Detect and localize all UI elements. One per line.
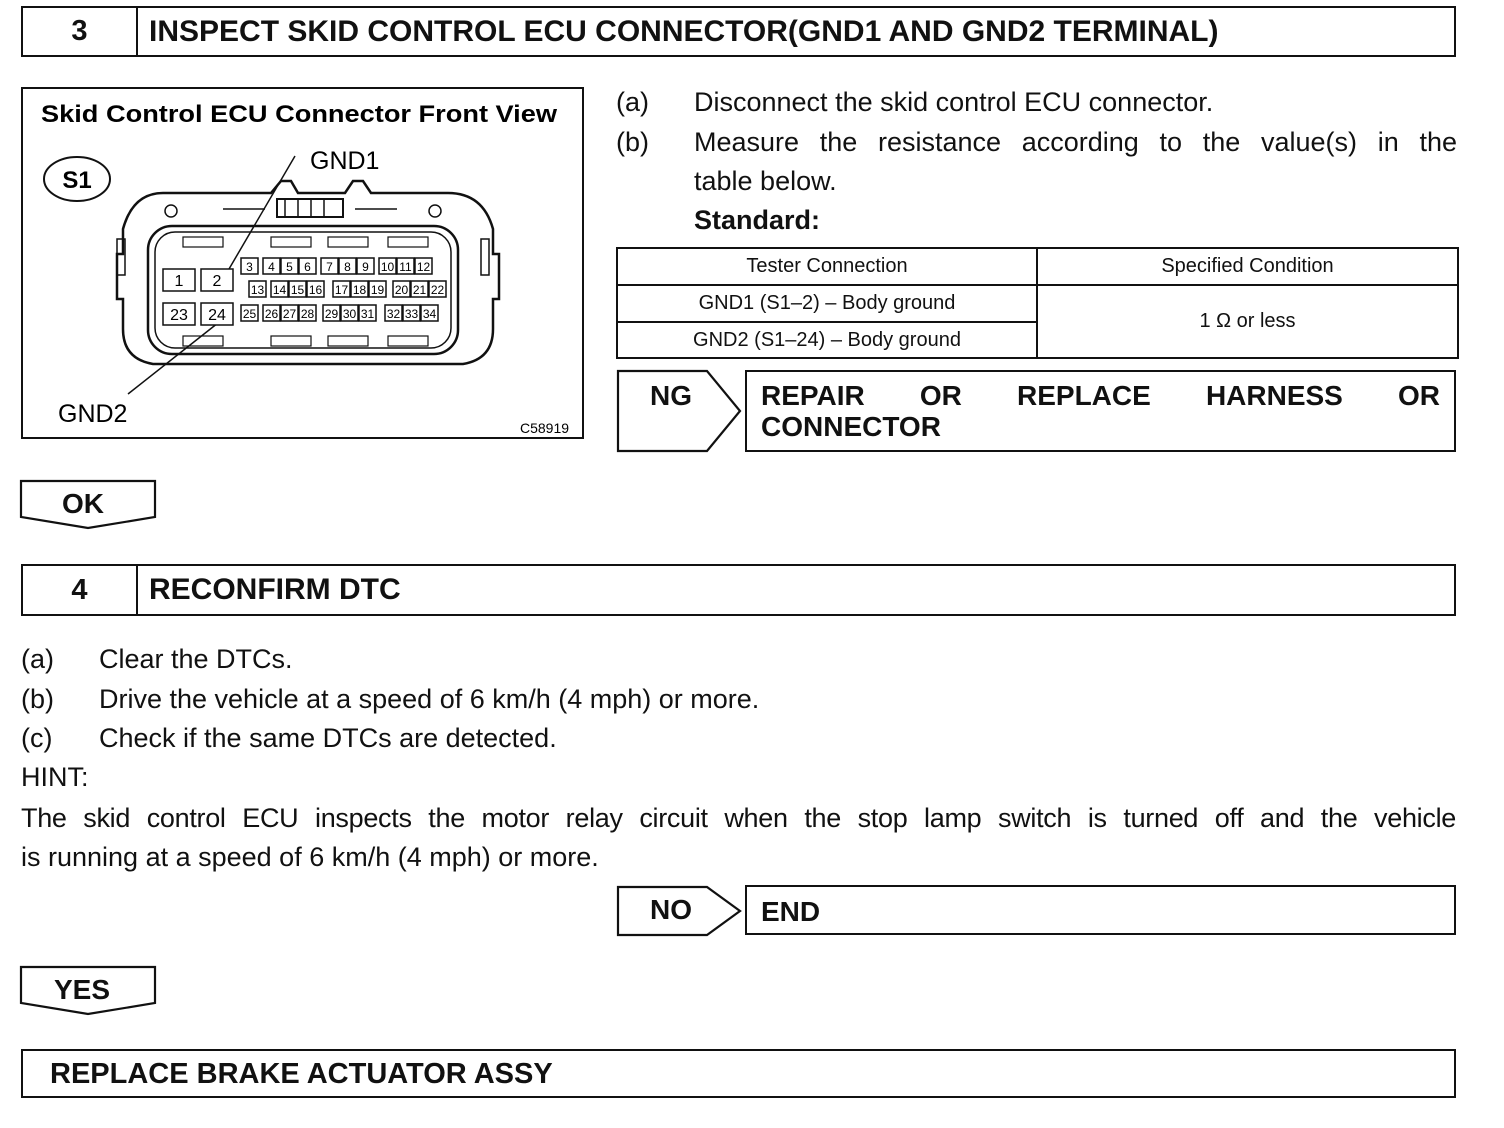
- pin-number-19: 19: [370, 283, 385, 297]
- ok-tag-label: OK: [62, 488, 104, 519]
- spec-row-gnd1: GND1 (S1–2) – Body ground: [617, 285, 1037, 322]
- spec-table: [616, 247, 1459, 359]
- ng-result-line1: [761, 380, 1440, 412]
- figure-title: Skid Control ECU Connector Front View: [41, 101, 558, 128]
- step4-text-c: Check if the same DTCs are detected.: [99, 723, 557, 753]
- step-3-header: [21, 6, 1456, 57]
- step3-text-b1: Measure the resistance according to the value(s) in the: [694, 127, 1457, 157]
- pin-layer: [163, 258, 446, 325]
- pin-number-25: 25: [242, 307, 257, 321]
- ng-result-word: REPLACE: [1017, 380, 1151, 411]
- ng-result-word: HARNESS: [1205, 380, 1343, 411]
- spec-header-connection: Tester Connection: [617, 248, 1037, 285]
- connector-id-label: S1: [62, 167, 92, 194]
- ng-result-box: [745, 370, 1456, 452]
- hint-line2: is running at a speed of 6 km/h (4 mph) or more.: [21, 842, 599, 872]
- yes-tag-label: YES: [54, 974, 111, 1005]
- gnd1-label: GND1: [310, 147, 380, 175]
- pin-number-18: 18: [352, 283, 367, 297]
- spec-header-condition: Specified Condition: [1037, 248, 1458, 285]
- pin-number-7: 7: [326, 260, 333, 274]
- hint-line1: The skid control ECU inspects the motor relay circuit when the stop lamp switch is turned off and the vehicle: [21, 803, 1456, 833]
- connector-figure: [21, 87, 584, 439]
- step4-label-a: (a): [21, 644, 54, 674]
- step-4-header: [21, 564, 1456, 616]
- pin-number-15: 15: [290, 283, 305, 297]
- ng-tag-label: NG: [650, 380, 692, 411]
- pin-number-11: 11: [399, 260, 412, 274]
- ng-result-word: OR: [919, 380, 962, 411]
- pin-number-13: 13: [250, 283, 265, 297]
- pin-number-23: 23: [170, 307, 188, 324]
- pin-number-29: 29: [324, 307, 339, 321]
- step-3-title: INSPECT SKID CONTROL ECU CONNECTOR(GND1 AND GND2 TERMINAL): [149, 14, 1219, 48]
- step4-label-b: (b): [21, 684, 54, 714]
- ng-result-word: OR: [1398, 380, 1440, 411]
- pin-number-32: 32: [386, 307, 401, 321]
- pin-number-10: 10: [380, 260, 395, 274]
- step-3-number: 3: [23, 8, 138, 55]
- step4-text-b: Drive the vehicle at a speed of 6 km/h (4 mph) or more.: [99, 684, 760, 714]
- pin-number-16: 16: [308, 283, 323, 297]
- step3-text-b2: table below.: [694, 166, 837, 196]
- step3-label-a: (a): [616, 87, 649, 117]
- pin-number-28: 28: [300, 307, 315, 321]
- spec-condition-value: 1 Ω or less: [1037, 285, 1458, 358]
- pin-number-22: 22: [430, 283, 445, 297]
- step-4-title: RECONFIRM DTC: [149, 573, 401, 606]
- pin-number-9: 9: [362, 260, 369, 274]
- step3-label-b: (b): [616, 127, 649, 157]
- pin-number-14: 14: [272, 283, 287, 297]
- step4-line-b: [21, 684, 760, 715]
- step3-line-b: [616, 127, 1457, 158]
- pin-number-34: 34: [422, 307, 437, 321]
- final-action-box: [21, 1049, 1456, 1098]
- no-tag-label: NO: [650, 894, 692, 925]
- standard-label: Standard:: [694, 205, 821, 235]
- pin-number-26: 26: [264, 307, 279, 321]
- step4-text-a: Clear the DTCs.: [99, 644, 293, 674]
- pin-number-21: 21: [412, 283, 427, 297]
- pin-number-31: 31: [360, 307, 375, 321]
- pin-number-4: 4: [268, 260, 275, 274]
- pin-number-2: 2: [212, 273, 222, 290]
- pin-number-17: 17: [334, 283, 349, 297]
- no-result-box: [745, 885, 1456, 935]
- step3-text-a: Disconnect the skid control ECU connector.: [694, 87, 1214, 117]
- ng-result-line2: CONNECTOR: [761, 411, 941, 442]
- step4-line-a: [21, 644, 293, 675]
- final-action-text: REPLACE BRAKE ACTUATOR ASSY: [50, 1058, 553, 1090]
- pin-number-30: 30: [342, 307, 357, 321]
- pin-number-3: 3: [246, 260, 253, 274]
- pin-number-12: 12: [416, 260, 431, 274]
- pin-number-24: 24: [208, 307, 226, 324]
- step4-line-c: [21, 723, 557, 754]
- gnd2-label: GND2: [58, 400, 128, 428]
- step-4-number: 4: [23, 566, 138, 614]
- step3-line-a: [616, 87, 1214, 118]
- no-result-text: END: [761, 896, 821, 927]
- hint-label: HINT:: [21, 762, 89, 792]
- figure-code: C58919: [520, 420, 570, 436]
- ng-result-word: REPAIR: [761, 380, 865, 411]
- step4-label-c: (c): [21, 723, 53, 753]
- pin-number-33: 33: [404, 307, 419, 321]
- connector-diagram: [23, 89, 582, 437]
- pin-number-8: 8: [344, 260, 351, 274]
- pin-number-6: 6: [304, 260, 311, 274]
- spec-row-gnd2: GND2 (S1–24) – Body ground: [617, 322, 1037, 358]
- pin-number-27: 27: [282, 307, 297, 321]
- pin-number-20: 20: [394, 283, 409, 297]
- pin-number-5: 5: [286, 260, 293, 274]
- pin-number-1: 1: [174, 273, 184, 290]
